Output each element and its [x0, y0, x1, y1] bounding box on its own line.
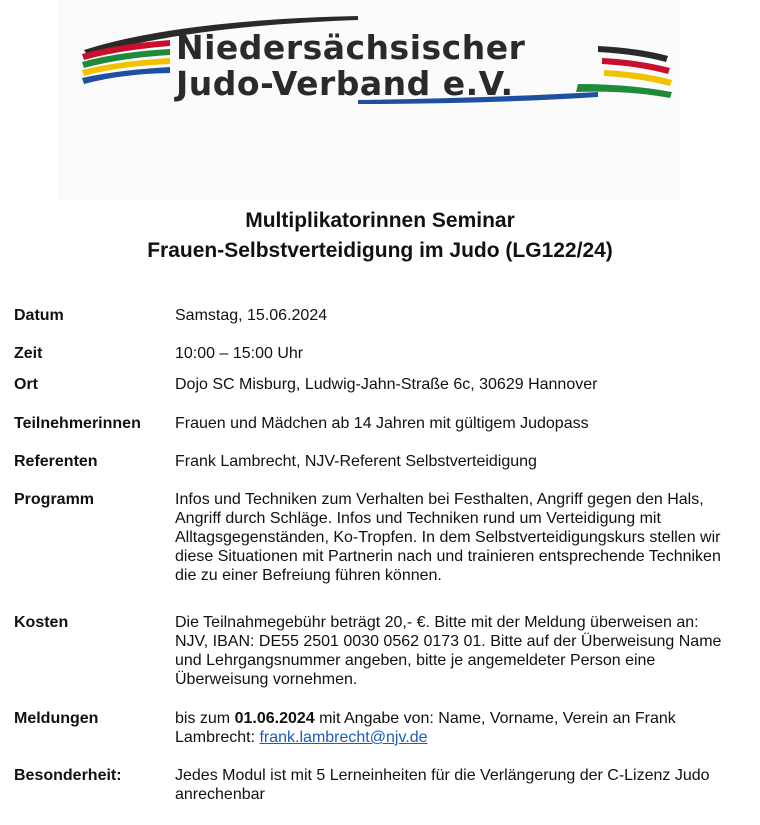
label-besonderheit: Besonderheit:	[14, 767, 122, 784]
label-meldungen: Meldungen	[14, 710, 99, 727]
value-programm	[175, 490, 750, 585]
kosten-line: und Lehrgangsnummer angeben, bitte je angemeldeter Person eine	[175, 652, 656, 669]
label-ort: Ort	[14, 376, 38, 393]
programm-line: diese Situationen mit Partnerin nach und trainieren entsprechende Techniken	[175, 548, 721, 565]
label-zeit: Zeit	[14, 345, 43, 362]
meldungen-prefix: bis zum	[175, 710, 235, 727]
programm-line: Angriff durch Schläge. Infos und Techniken rund um Verteidigung mit	[175, 510, 661, 527]
email-link[interactable]: frank.lambrecht@njv.de	[259, 729, 428, 746]
programm-line: Infos und Techniken zum Verhalten bei Festhalten, Angriff gegen den Hals,	[175, 491, 704, 508]
label-kosten: Kosten	[14, 614, 69, 631]
kosten-line: NJV, IBAN: DE55 2501 0030 0562 0173 01. Bitte auf der Überweisung Name	[175, 633, 722, 650]
value-meldungen	[175, 709, 750, 747]
value-zeit: 10:00 – 15:00 Uhr	[175, 345, 304, 362]
njv-logo	[58, 0, 680, 200]
logo-text-line2: Judo-Verband e.V.	[176, 64, 514, 103]
seminar-title: Multiplikatorinnen Seminar	[245, 209, 515, 232]
meldungen-line2-prefix: Lambrecht:	[175, 729, 260, 746]
value-kosten	[175, 613, 750, 689]
value-datum: Samstag, 15.06.2024	[175, 307, 328, 324]
programm-line: die zu einer Befreiung führen können.	[175, 567, 442, 584]
label-programm: Programm	[14, 491, 95, 508]
value-ort: Dojo SC Misburg, Ludwig-Jahn-Straße 6c, 30629 Hannover	[175, 376, 598, 393]
label-datum: Datum	[14, 307, 64, 324]
besonderheit-line: Jedes Modul ist mit 5 Lerneinheiten für die Verlängerung der C-Lizenz Judo	[175, 767, 710, 784]
meldungen-line2	[175, 728, 750, 747]
value-referenten: Frank Lambrecht, NJV-Referent Selbstverteidigung	[175, 453, 537, 470]
kosten-line: Die Teilnahmegebühr beträgt 20,- €. Bitte mit der Meldung überweisen an:	[175, 614, 699, 631]
logo-text-line1: Niedersächsischer	[176, 28, 526, 67]
value-besonderheit	[175, 766, 750, 804]
label-referenten: Referenten	[14, 453, 98, 470]
value-teilnehmerinnen: Frauen und Mädchen ab 14 Jahren mit gültigem Judopass	[175, 415, 589, 432]
label-teilnehmerinnen: Teilnehmerinnen	[14, 415, 141, 432]
kosten-line: Überweisung vornehmen.	[175, 671, 358, 688]
seminar-subtitle: Frauen-Selbstverteidigung im Judo (LG122/24)	[147, 239, 613, 262]
meldungen-line1	[175, 709, 750, 728]
meldungen-deadline: 01.06.2024	[234, 710, 315, 727]
besonderheit-line: anrechenbar	[175, 786, 265, 803]
programm-line: Alltagsgegenständen, Ko-Tropfen. In dem Selbstverteidigungskurs stellen wir	[175, 529, 721, 546]
meldungen-suffix: mit Angabe von: Name, Vorname, Verein an Frank	[314, 710, 676, 727]
